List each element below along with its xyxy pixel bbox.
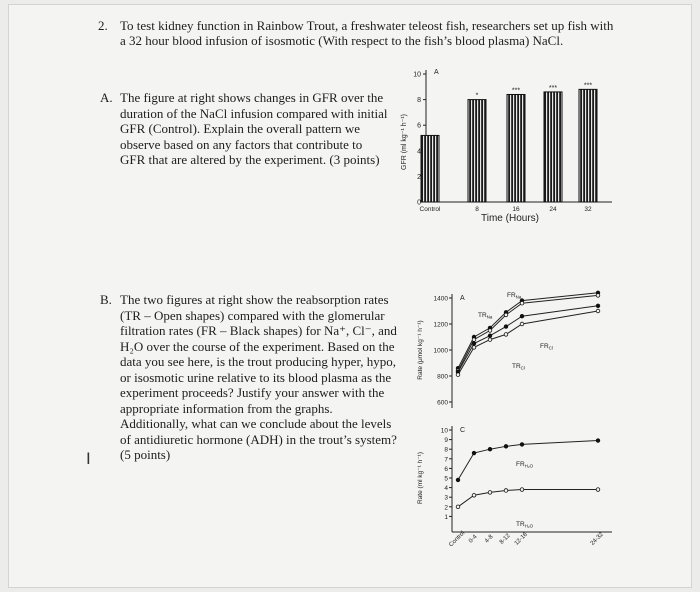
ion-data-point [488,329,492,333]
water-data-point [456,478,460,482]
question-text: To test kidney function in Rainbow Trout, a freshwater teleost fish, researchers set up fish with a 32 hour blood infusion of isosmotic (With respect to the fish’s blood plasma) NaCl. [120,18,614,48]
water-data-point [504,489,508,493]
gfr-y-tick-label: 0 [417,199,421,207]
ion-y-axis-label: Rate (μmol kg⁻¹ h⁻¹) [417,320,424,380]
ion-data-point [488,338,492,342]
series-label-main: TR [516,521,525,528]
gfr-y-tick-label: 8 [417,97,421,105]
ion-series-label [540,343,553,351]
gfr-x-axis-label: Time (Hours) [481,213,539,224]
water-y-tick-label: 6 [444,465,448,473]
series-label-main: FR [507,292,516,299]
part-b-label: B. [100,292,112,307]
gfr-y-axis-label: GFR (ml kg⁻¹ h⁻¹) [401,114,408,170]
ion-panel-label: A [460,295,465,302]
water-data-point [596,488,600,492]
water-y-tick-label: 5 [444,475,448,483]
water-data-point [520,488,524,492]
ion-series-label [507,292,522,300]
gfr-y-tick-label: 4 [417,148,421,156]
part-b-line: or isosmotic urine relative to its blood plasma as the [120,369,392,385]
water-x-tick-label: 0-4 [468,534,479,545]
part-b [100,292,412,463]
text-cursor-icon: I [86,449,91,468]
water-data-point [488,491,492,495]
part-b-line: H₂O over the course of the experiment. Based on the [120,338,395,354]
water-y-tick-label: 7 [444,456,448,464]
gfr-x-tick-label: 32 [584,206,592,213]
gfr-x-tick-label: Control [419,206,441,213]
series-label-sub: H₂O [524,463,534,469]
series-label-sub: Cl [548,345,553,351]
water-y-tick-label: 2 [444,504,448,512]
part-a [100,90,390,168]
ion-data-point [472,346,476,350]
gfr-bar [507,94,525,202]
gfr-x-tick-label: 16 [512,206,520,213]
gfr-significance-mark: * [475,92,479,100]
question-number: 2. [98,18,108,33]
water-series-label [516,461,534,469]
part-b-text [120,292,412,463]
water-y-tick-label: 3 [444,494,448,502]
gfr-x-tick-label: 8 [475,206,479,213]
ion-series-line [458,311,598,375]
part-a-text: The figure at right shows changes in GFR over the duration of the NaCl infusion compared with initial GFR (Control). Explain the overall pattern we observe based on any factors that contribute to GFR that are altered by the experiment. (3 points) [120,90,388,167]
ion-data-point [472,338,476,342]
gfr-bar [579,89,597,202]
ion-data-point [504,325,508,329]
part-b-line: data you see here, is the trout producing hyper, hypo, [120,354,397,369]
water-x-tick-label: 8-12 [498,532,512,546]
ion-y-tick-label: 1400 [433,295,448,303]
ion-y-tick-label: 1000 [433,347,448,355]
part-b-line: appropriate information from the graphs. [120,400,333,416]
water-panel-label: C [460,427,466,434]
series-label-main: TR [478,312,487,319]
water-data-point [488,447,492,451]
water-y-tick-label: 4 [444,485,448,493]
water-x-tick-label: Control [448,530,467,549]
series-label-main: TR [512,363,521,370]
gfr-bar-chart [390,60,620,238]
gfr-bar [468,100,486,202]
ion-y-tick-label: 800 [437,373,448,381]
part-b-line: (TR – Open shapes) compared with the glomerular [120,307,385,323]
water-x-tick-label: 4-8 [484,534,495,545]
gfr-bar [544,92,562,202]
gfr-x-tick-label: 24 [549,206,557,213]
water-rate-line-chart [412,418,622,590]
water-y-axis-label: Rate (ml kg⁻¹ h⁻¹) [417,451,424,505]
ion-data-point [596,294,600,298]
water-y-tick-label: 8 [444,446,448,454]
water-series-line [458,441,598,480]
part-b-line: experiment proceeds? Justify your answer with the [120,385,385,400]
ion-y-tick-label: 1200 [433,321,448,329]
ion-data-point [596,309,600,313]
series-label-sub: Na [486,314,493,320]
water-data-point [504,445,508,449]
series-label-main: FR [540,343,549,350]
ion-data-point [504,313,508,317]
ion-data-point [472,342,476,346]
water-series-line [458,490,598,507]
question-header [98,18,618,48]
ion-y-tick-label: 600 [437,399,448,407]
water-data-point [472,493,476,497]
gfr-y-tick-label: 6 [417,122,421,130]
part-a-label: A. [100,90,113,105]
ion-series-line [458,293,598,368]
ion-series-label [478,312,493,320]
series-label-sub: Na [515,294,522,300]
ion-data-point [504,333,508,337]
gfr-significance-mark: *** [583,82,593,90]
part-b-line: filtration rates (FR – Black shapes) for Na⁺, Cl⁻, and [120,323,397,338]
gfr-y-tick-label: 10 [413,71,421,79]
gfr-y-tick-label: 2 [417,173,421,181]
ion-rate-line-chart [412,282,622,417]
water-data-point [456,505,460,509]
ion-data-point [520,314,524,318]
gfr-bar [421,135,439,202]
series-label-main: FR [516,461,525,468]
water-series-label [516,521,534,529]
water-y-tick-label: 9 [444,437,448,445]
water-y-tick-label: 10 [440,427,448,435]
water-data-point [472,451,476,455]
gfr-significance-mark: *** [548,84,558,92]
water-y-tick-label: 1 [444,513,448,521]
part-b-line: Additionally, what can we conclude about the levels [120,416,392,431]
part-b-line: The two figures at right show the reabsorption rates [120,292,389,307]
ion-data-point [596,304,600,308]
ion-series-line [458,295,598,370]
water-x-tick-label: 12-16 [513,531,529,547]
gfr-significance-mark: *** [511,87,521,95]
ion-data-point [520,301,524,305]
ion-data-point [520,322,524,326]
series-label-sub: Cl [520,365,525,371]
ion-series-label [512,363,525,371]
ion-data-point [488,334,492,338]
water-data-point [596,439,600,443]
water-data-point [520,443,524,447]
water-x-tick-label: 24-32 [589,531,605,547]
gfr-panel-label: A [434,69,439,76]
part-b-line: (5 points) [120,447,171,462]
series-label-sub: H₂O [524,523,534,529]
ion-data-point [456,373,460,377]
part-b-line: of antidiuretic hormone (ADH) in the trout’s system? [120,431,397,447]
